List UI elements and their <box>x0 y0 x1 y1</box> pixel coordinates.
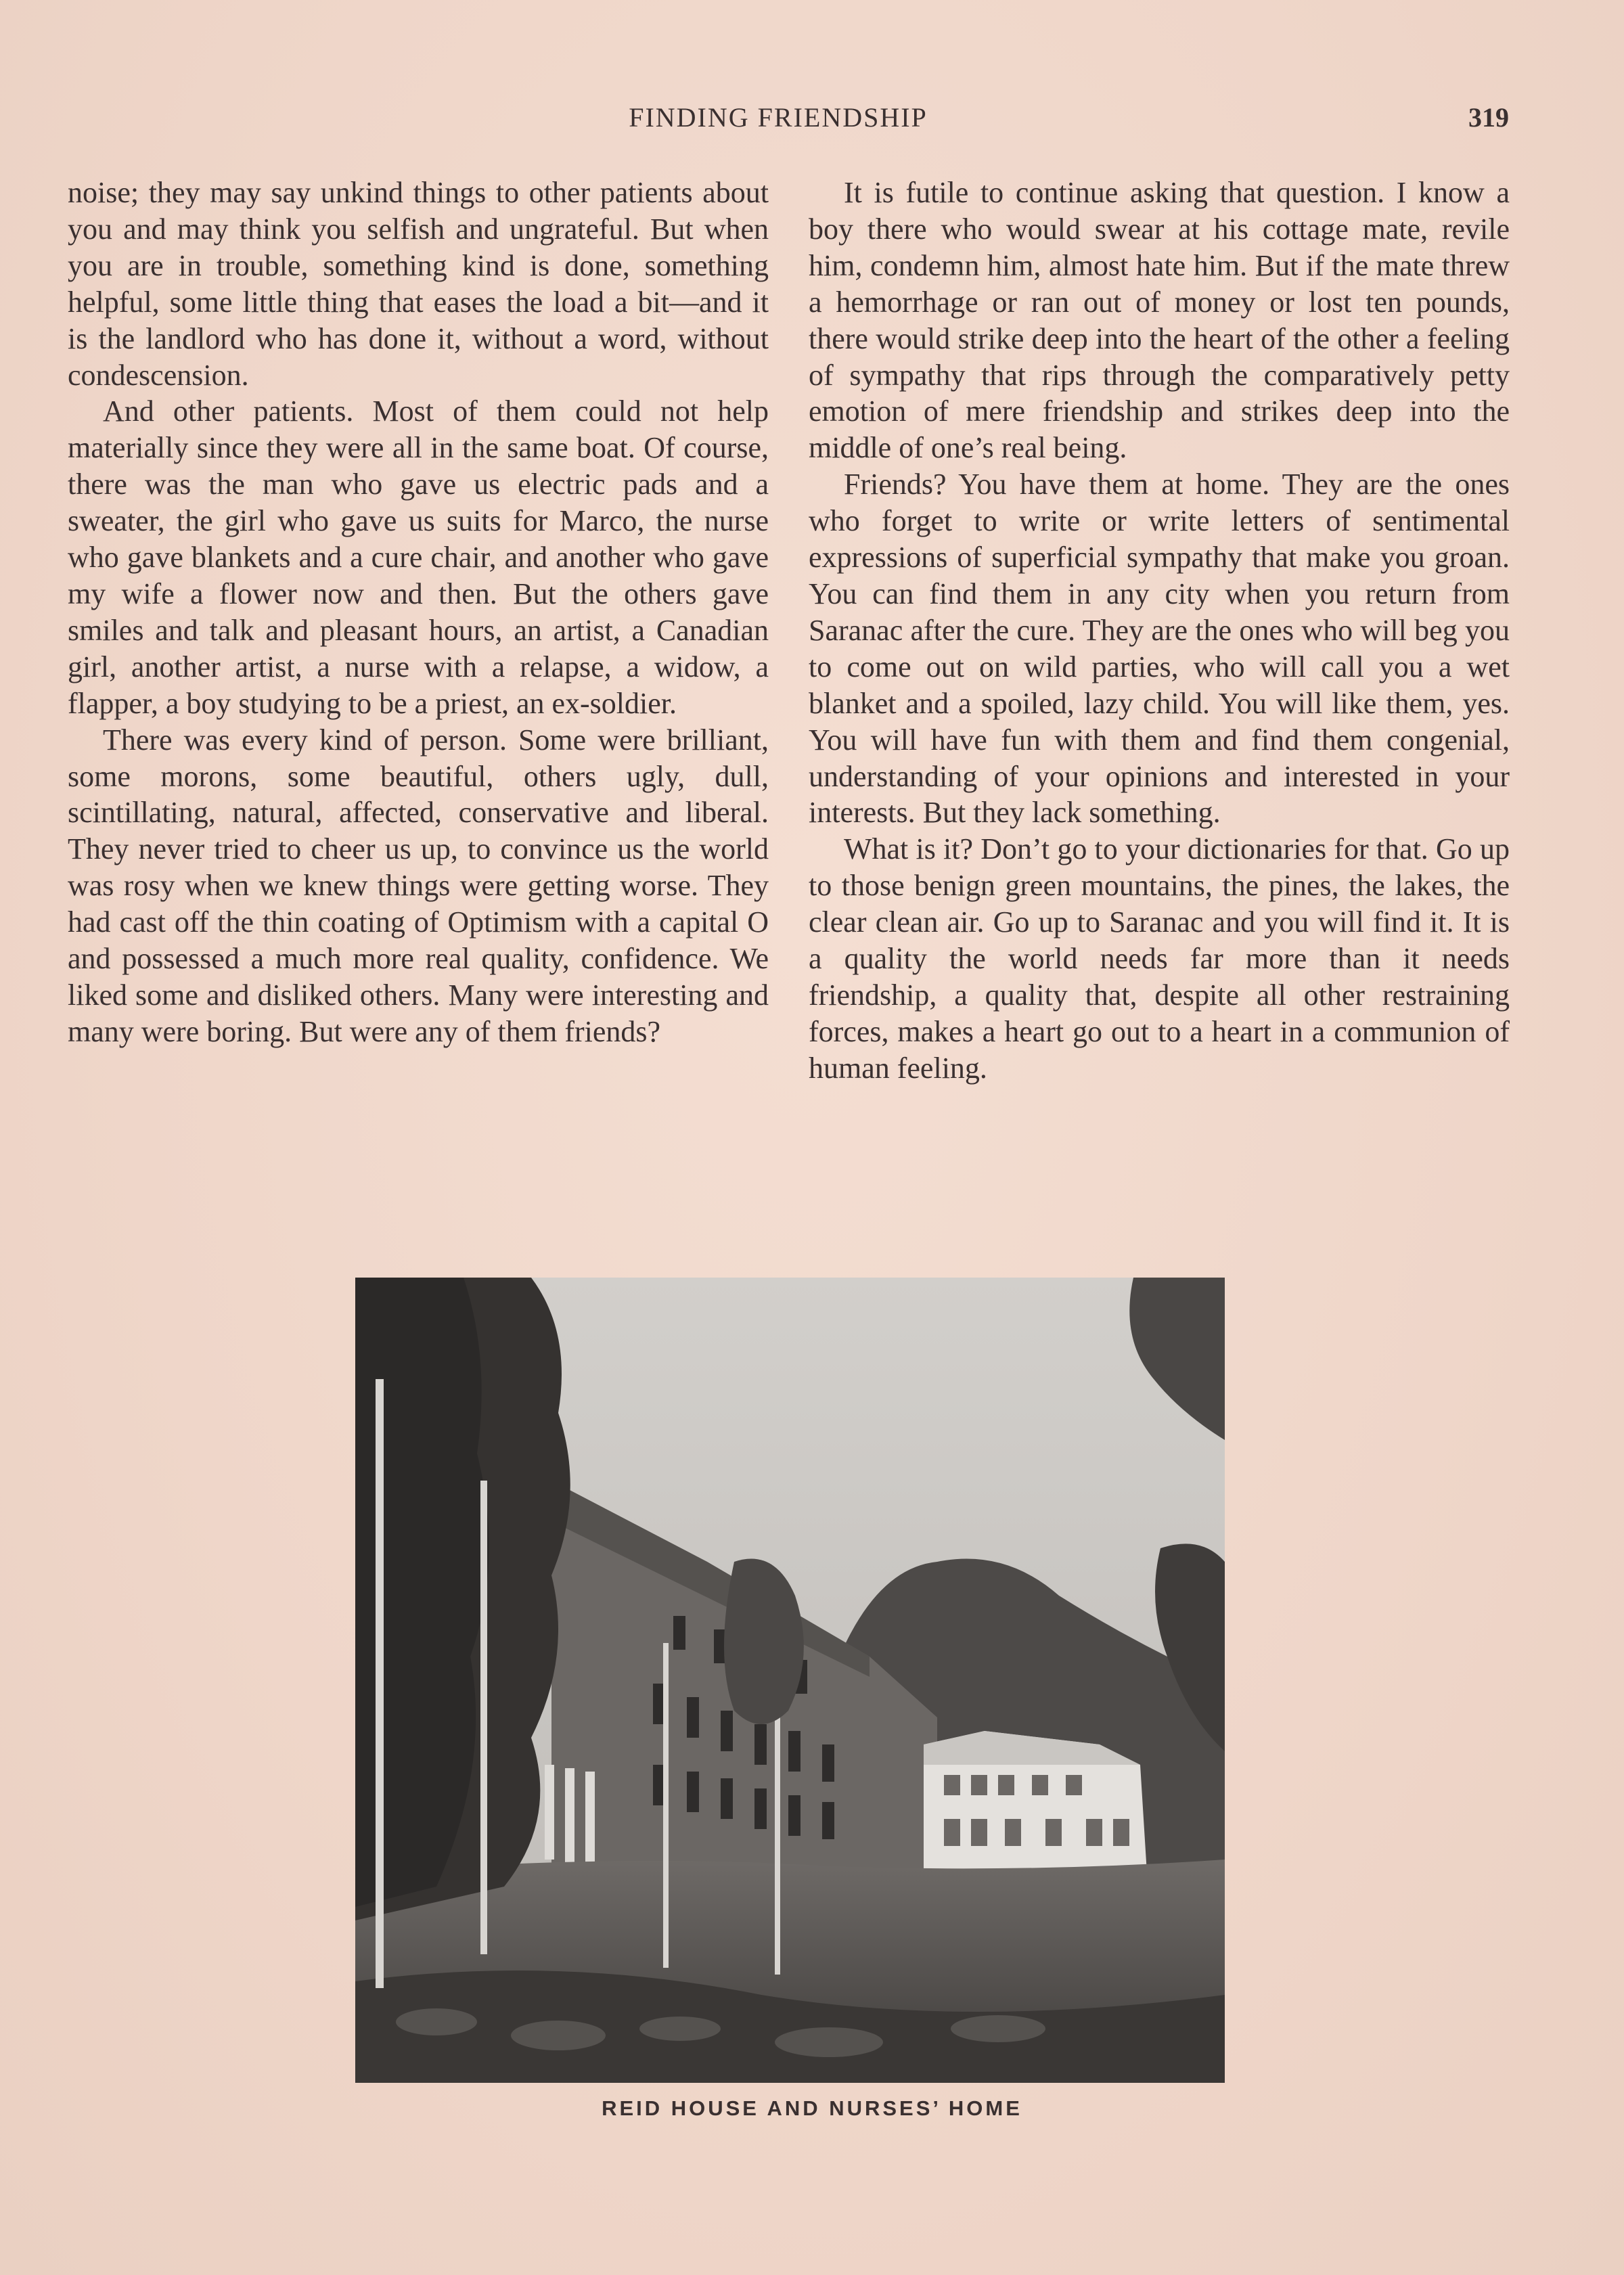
paragraph: There was every kind of person. Some were brilliant, some morons, some beautiful, others ugly, dull, scintillating, natural, affected, conservative and liberal. They never tried to cheer us up, to convince us the world was rosy when we knew things were getting worse. They had cast off the thin coating of Optimism with a capital O and possessed a much more real quality, confidence. We liked some and disliked others. Many were interesting and many were boring. But were any of them friends? <box>68 723 769 1048</box>
paragraph: And other patients. Most of them could not help materially since they were all in the same boat. Of course, there was the man who gave us electric pads and a sweater, the girl who gave us suits for Marco, the nurse who gave blankets and a cure chair, and another who gave my wife a flower now and then. But the others gave smiles and talk and pleasant hours, an artist, a Canadian girl, another artist, a nurse with a relapse, a widow, a flapper, a boy studying to be a priest, an ex-soldier. <box>68 395 769 720</box>
paragraph: noise; they may say unkind things to other patients about you and may think you selfish and ungrateful. But when you are in trouble, something kind is done, something helpful, some little thing that eases the load a bit—and it is the landlord who has done it, without a word, without condescension. <box>68 176 769 392</box>
paragraph: Friends? You have them at home. They are the ones who forget to write or write letters of sentimental expressions of superficial sympathy that make you groan. You can find them in any city when you return from Saranac after the cure. They are the ones who will beg you to come out on wild parties, who will call you a wet blanket and a spoiled, lazy child. You will like them, yes. You will have fun with them and find them congenial, understanding of your opinions and interested in your interests. But they lack something. <box>809 468 1510 830</box>
photo-illustration <box>355 1278 1225 2083</box>
left-column <box>68 175 769 1050</box>
figure-caption: REID HOUSE AND NURSES’ HOME <box>602 2096 1022 2120</box>
paragraph: What is it? Don’t go to your dictionaries for that. Go up to those benign green mountains, the pines, the lakes, the clear clean air. Go up to Saranac and you will find it. It is a quality the world needs far more than it needs friendship, a quality that, despite all other restraining forces, makes a heart go out to a heart in a communion of human feeling. <box>809 832 1510 1085</box>
right-column <box>809 175 1510 1087</box>
running-title: FINDING FRIENDSHIP <box>629 102 928 133</box>
page-header <box>0 102 1624 142</box>
page-number: 319 <box>1468 102 1509 133</box>
photograph-reid-house <box>355 1278 1225 2083</box>
paragraph: It is futile to continue asking that question. I know a boy there who would swear at his cottage mate, revile him, condemn him, almost hate him. But if the mate threw a hemorrhage or ran out of money or lost ten pounds, there would strike deep into the heart of the other a feeling of sympathy that rips through the comparatively petty emotion of mere friendship and strikes deep into the middle of one’s real being. <box>809 176 1510 465</box>
